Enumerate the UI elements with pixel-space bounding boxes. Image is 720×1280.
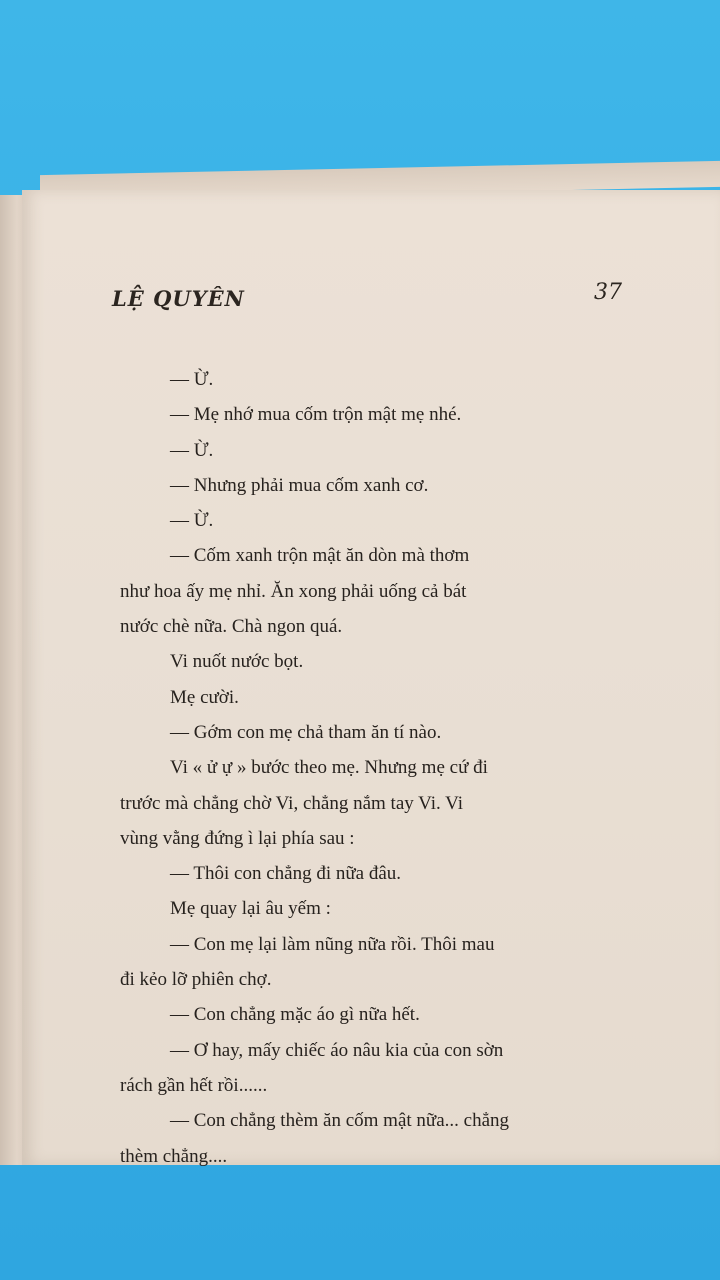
text-line: Mẹ cười. <box>170 686 239 708</box>
page-number: 37 <box>594 280 622 305</box>
text-line: — Ừ. <box>170 439 214 461</box>
text-line: đi kẻo lỡ phiên chợ. <box>120 969 272 991</box>
text-line: — Ừ. <box>170 510 214 532</box>
text-line: như hoa ấy mẹ nhỉ. Ăn xong phải uống cả bát <box>120 580 467 602</box>
text-line: — Ơ hay, mấy chiếc áo nâu kia của con sờn <box>170 1039 504 1061</box>
text-line: thèm chẳng.... <box>120 1145 228 1167</box>
text-line: — Gớm con mẹ chả tham ăn tí nào. <box>170 721 442 743</box>
text-line: — Nhưng phải mua cốm xanh cơ. <box>170 474 429 496</box>
text-line: Vi nuốt nước bọt. <box>170 651 304 673</box>
text-line: Vi « ử ự » bước theo mẹ. Nhưng mẹ cứ đi <box>170 757 488 779</box>
text-line: — Ừ. <box>170 369 214 390</box>
text-line: Mẹ quay lại âu yếm : <box>170 898 331 920</box>
text-line: vùng vằng đứng ì lại phía sau : <box>120 827 355 849</box>
text-line: — Con mẹ lại làm nũng nữa rồi. Thôi mau <box>170 933 495 955</box>
text-line: trước mà chẳng chờ Vi, chẳng nắm tay Vi. Vi <box>120 792 464 814</box>
text-line: — Thôi con chẳng đi nữa đâu. <box>170 863 402 885</box>
text-line: — Con chẳng mặc áo gì nữa hết. <box>170 1004 420 1026</box>
text-line: nước chè nữa. Chà ngon quá. <box>120 616 343 638</box>
text-line: rách gần hết rồi...... <box>120 1074 268 1096</box>
text-line: — Cốm xanh trộn mật ăn dòn mà thơm <box>170 545 470 567</box>
text-line: — Con chẳng thèm ăn cốm mật nữa... chẳng <box>170 1110 510 1132</box>
body-text <box>120 362 620 1174</box>
running-title: LỆ QUYÊN <box>112 286 245 311</box>
text-line: — Mẹ nhớ mua cốm trộn mật mẹ nhé. <box>170 404 462 426</box>
